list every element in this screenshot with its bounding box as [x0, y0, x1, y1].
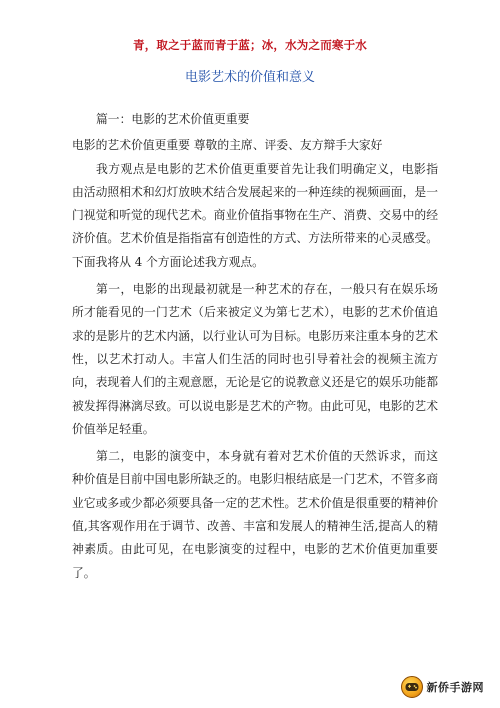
paragraph-definition: 我方观点是电影的艺术价值更重要首先让我们明确定义，电影指由活动照相术和幻灯放映术结合发展起来的一种连续的视频画面，是一门视觉和听觉的现代艺术。商业价值指事物在生产、消费、交易中的经济价值。艺术价值是指指富有创造性的方式、方法所带来的心灵感受。下面我将从 4 个方面论述我方观点。	[72, 161, 438, 269]
game-controller-icon	[401, 676, 423, 698]
paragraph-second-point: 第二，电影的演变中，本身就有着对艺术价值的天然诉求，而这种价值是目前中国电影所缺乏的。电影归根结底是一门艺术，不管多商业它或多或少都必须要具备一定的艺术性。艺术价值是很重要的精神价值,其客观作用在于调节、改善、丰富和发展人的精神生活,提高人的精神素质。由此可见，在电影演变的过程中，电影的艺术价值更加重要了。	[72, 449, 438, 580]
document-body	[72, 108, 438, 585]
document-title: 电影艺术的价值和意义	[184, 70, 315, 85]
greeting-line: 电影的艺术价值更重要 尊敬的主席、评委、友方辩手大家好	[72, 138, 383, 153]
watermark-text: 新侨手游网	[426, 681, 484, 694]
header-quote: 青，取之于蓝而青于蓝；冰，水为之而寒于水	[133, 38, 367, 52]
watermark-logo	[398, 674, 491, 700]
document-subheading: 篇一：电影的艺术价值更重要	[96, 112, 250, 126]
paragraph-first-point: 第一，电影的出现最初就是一种艺术的存在，一般只有在娱乐场所才能看见的一门艺术（后来被定义为第七艺术），电影的艺术价值追求的是影片的艺术内涵，以行业认可为目标。电影历来注重本身的艺术性，以艺术打动人。丰富人们生活的同时也引导着社会的视频主流方向，表现着人们的主观意愿，无论是它的说教意义还是它的娱乐功能都被发挥得淋漓尽致。可以说电影是艺术的产物。由此可见，电影的艺术价值举足轻重。	[72, 282, 438, 436]
